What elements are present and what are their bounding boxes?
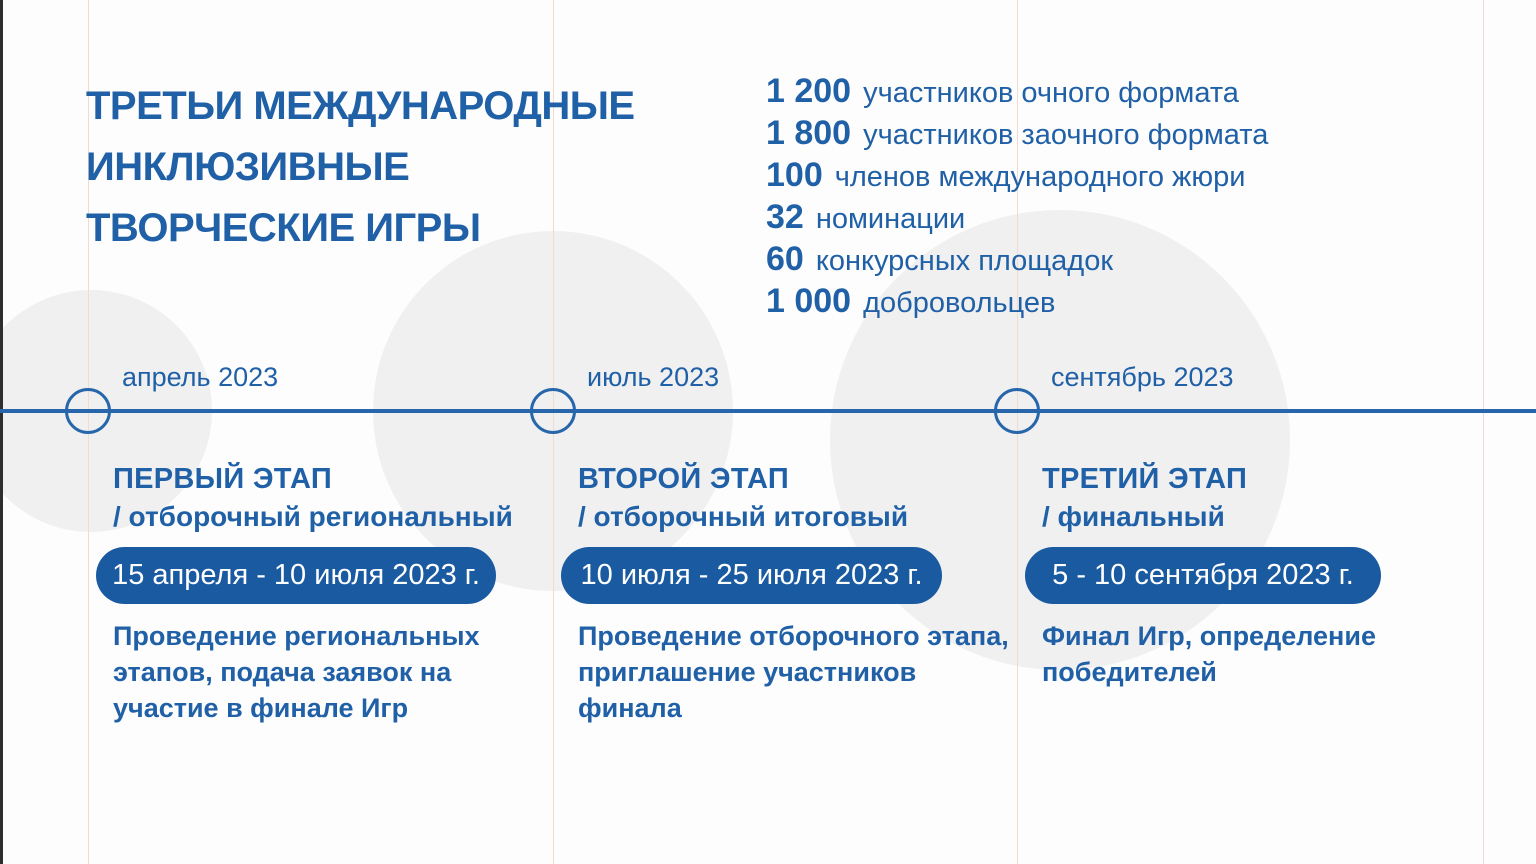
stat-value: 32 — [766, 198, 804, 236]
stage-period-badge: 15 апреля - 10 июля 2023 г. — [96, 547, 496, 604]
stat-value: 1 800 — [766, 114, 852, 152]
stat-value: 100 — [766, 156, 823, 194]
stat-value: 60 — [766, 240, 804, 278]
page-title-line: ТВОРЧЕСКИЕ ИГРЫ — [86, 206, 481, 250]
page-title-line: ИНКЛЮЗИВНЫЕ — [86, 145, 410, 189]
stat-value: 1 200 — [766, 72, 852, 110]
stage-description: Проведение отборочного этапа, приглашение участников финала — [578, 621, 1009, 723]
stage-period-badge: 10 июля - 25 июля 2023 г. — [561, 547, 942, 604]
stage-date-label: апрель 2023 — [122, 362, 279, 392]
stage-column-1 — [88, 0, 553, 864]
stage-subtitle: / отборочный итоговый — [578, 501, 909, 532]
stage-period-badge: 5 - 10 сентября 2023 г. — [1025, 547, 1381, 604]
stat-label: участников очного формата — [863, 77, 1239, 109]
page-title-line: ТРЕТЬИ МЕЖДУНАРОДНЫЕ — [86, 84, 635, 128]
stage-title: ПЕРВЫЙ ЭТАП — [113, 463, 332, 495]
screen-edge-artifact — [0, 0, 3, 864]
stat-label: добровольцев — [863, 287, 1056, 319]
stage-description: Финал Игр, определение победителей — [1042, 621, 1376, 687]
guide-line — [1483, 0, 1484, 864]
stat-value: 1 000 — [766, 282, 852, 320]
stage-column-2 — [553, 0, 1018, 864]
stage-title: ВТОРОЙ ЭТАП — [578, 463, 790, 495]
stage-column-3 — [1017, 0, 1482, 864]
stage-date-label: июль 2023 — [587, 362, 720, 392]
stat-label: членов международного жюри — [834, 161, 1246, 193]
stat-label: номинации — [815, 203, 966, 235]
stage-subtitle: / отборочный региональный — [113, 501, 513, 532]
stat-label: конкурсных площадок — [815, 245, 1114, 277]
stage-description: Проведение региональных этапов, подача заявок на участие в финале Игр — [113, 621, 480, 723]
stage-title: ТРЕТИЙ ЭТАП — [1042, 463, 1248, 495]
stage-date-label: сентябрь 2023 — [1051, 362, 1234, 392]
stage-subtitle: / финальный — [1042, 501, 1225, 532]
stat-label: участников заочного формата — [863, 119, 1269, 151]
